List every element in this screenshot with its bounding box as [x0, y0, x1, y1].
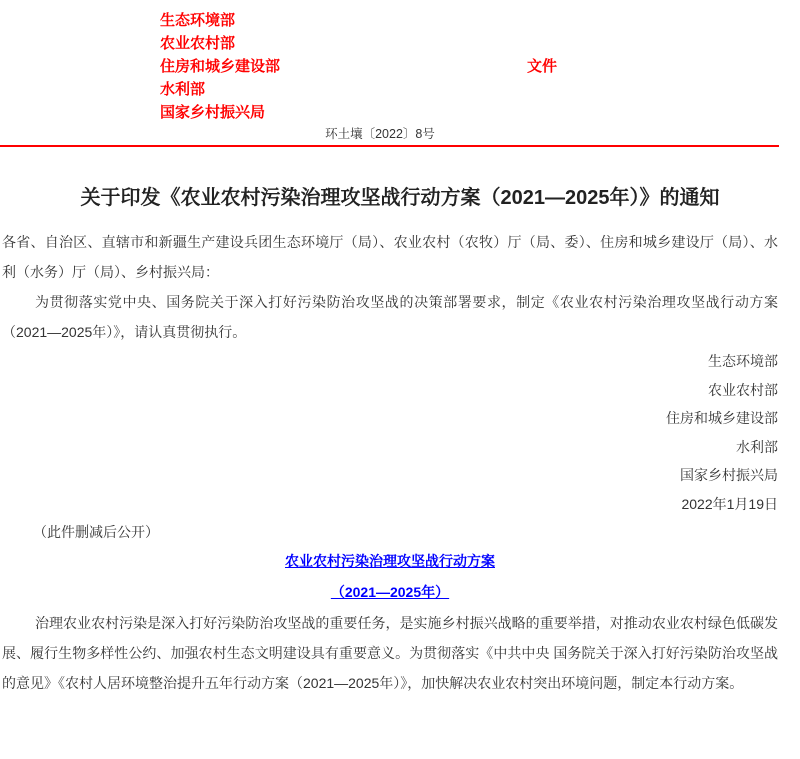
declassification-note: （此件删减后公开）: [33, 524, 159, 540]
document-type-label: 文件: [527, 58, 558, 75]
attachment-intro-paragraph: 治理农业农村污染是深入打好污染防治攻坚战的重要任务，是实施乡村振兴战略的重要举措，对推动农业农村绿色低碳发展、履行生物多样性公约、加强农村生态文明建设具有重要意义。为贯彻落实《中共中央 国务院关于深入打好污染防治攻坚战的意见》《农村人居环境整治提升五年行动方案（2021—2025年）》，加快解决农业农村突出环境问题，制定本行动方案。: [2, 615, 778, 691]
signer-name: 农业农村部: [708, 381, 778, 398]
notice-body: [0, 227, 800, 698]
red-separator-line: [0, 145, 779, 147]
signer-name: 水利部: [736, 438, 778, 455]
signer-name: 生态环境部: [708, 353, 778, 369]
ministry-name: 国家乡村振兴局: [160, 104, 266, 121]
signer-name: 国家乡村振兴局: [680, 467, 778, 483]
signature-date: 2022年1月19日: [681, 495, 778, 512]
ministry-name: 生态环境部: [160, 12, 236, 29]
addressee-paragraph: 各省、自治区、直辖市和新疆生产建设兵团生态环境厅（局）、农业农村（农牧）厅（局、委）、住房和城乡建设厅（局）、水利（水务）厅（局）、乡村振兴局：: [2, 234, 778, 280]
attachment-title-link-line1[interactable]: 农业农村污染治理攻坚战行动方案: [285, 553, 495, 569]
notice-title: 关于印发《农业农村污染治理攻坚战行动方案（2021—2025年）》的通知: [80, 187, 720, 209]
document-number: 环土壤〔2022〕8号: [325, 127, 435, 141]
signature-block: [2, 347, 778, 518]
ministry-name: 农业农村部: [160, 35, 236, 52]
notice-body-paragraph: 为贯彻落实党中央、国务院关于深入打好污染防治攻坚战的决策部署要求，制定《农业农村污染治理攻坚战行动方案（2021—2025年）》，请认真贯彻执行。: [2, 294, 778, 340]
attachment-title-link-line2[interactable]: （2021—2025年）: [330, 584, 450, 600]
ministry-name: 水利部: [160, 81, 206, 98]
signer-name: 住房和城乡建设部: [666, 410, 778, 426]
letterhead: [0, 0, 800, 124]
ministry-name: 住房和城乡建设部: [160, 58, 281, 75]
attachment-title: [2, 546, 778, 608]
issuing-ministries-list: [160, 9, 800, 124]
